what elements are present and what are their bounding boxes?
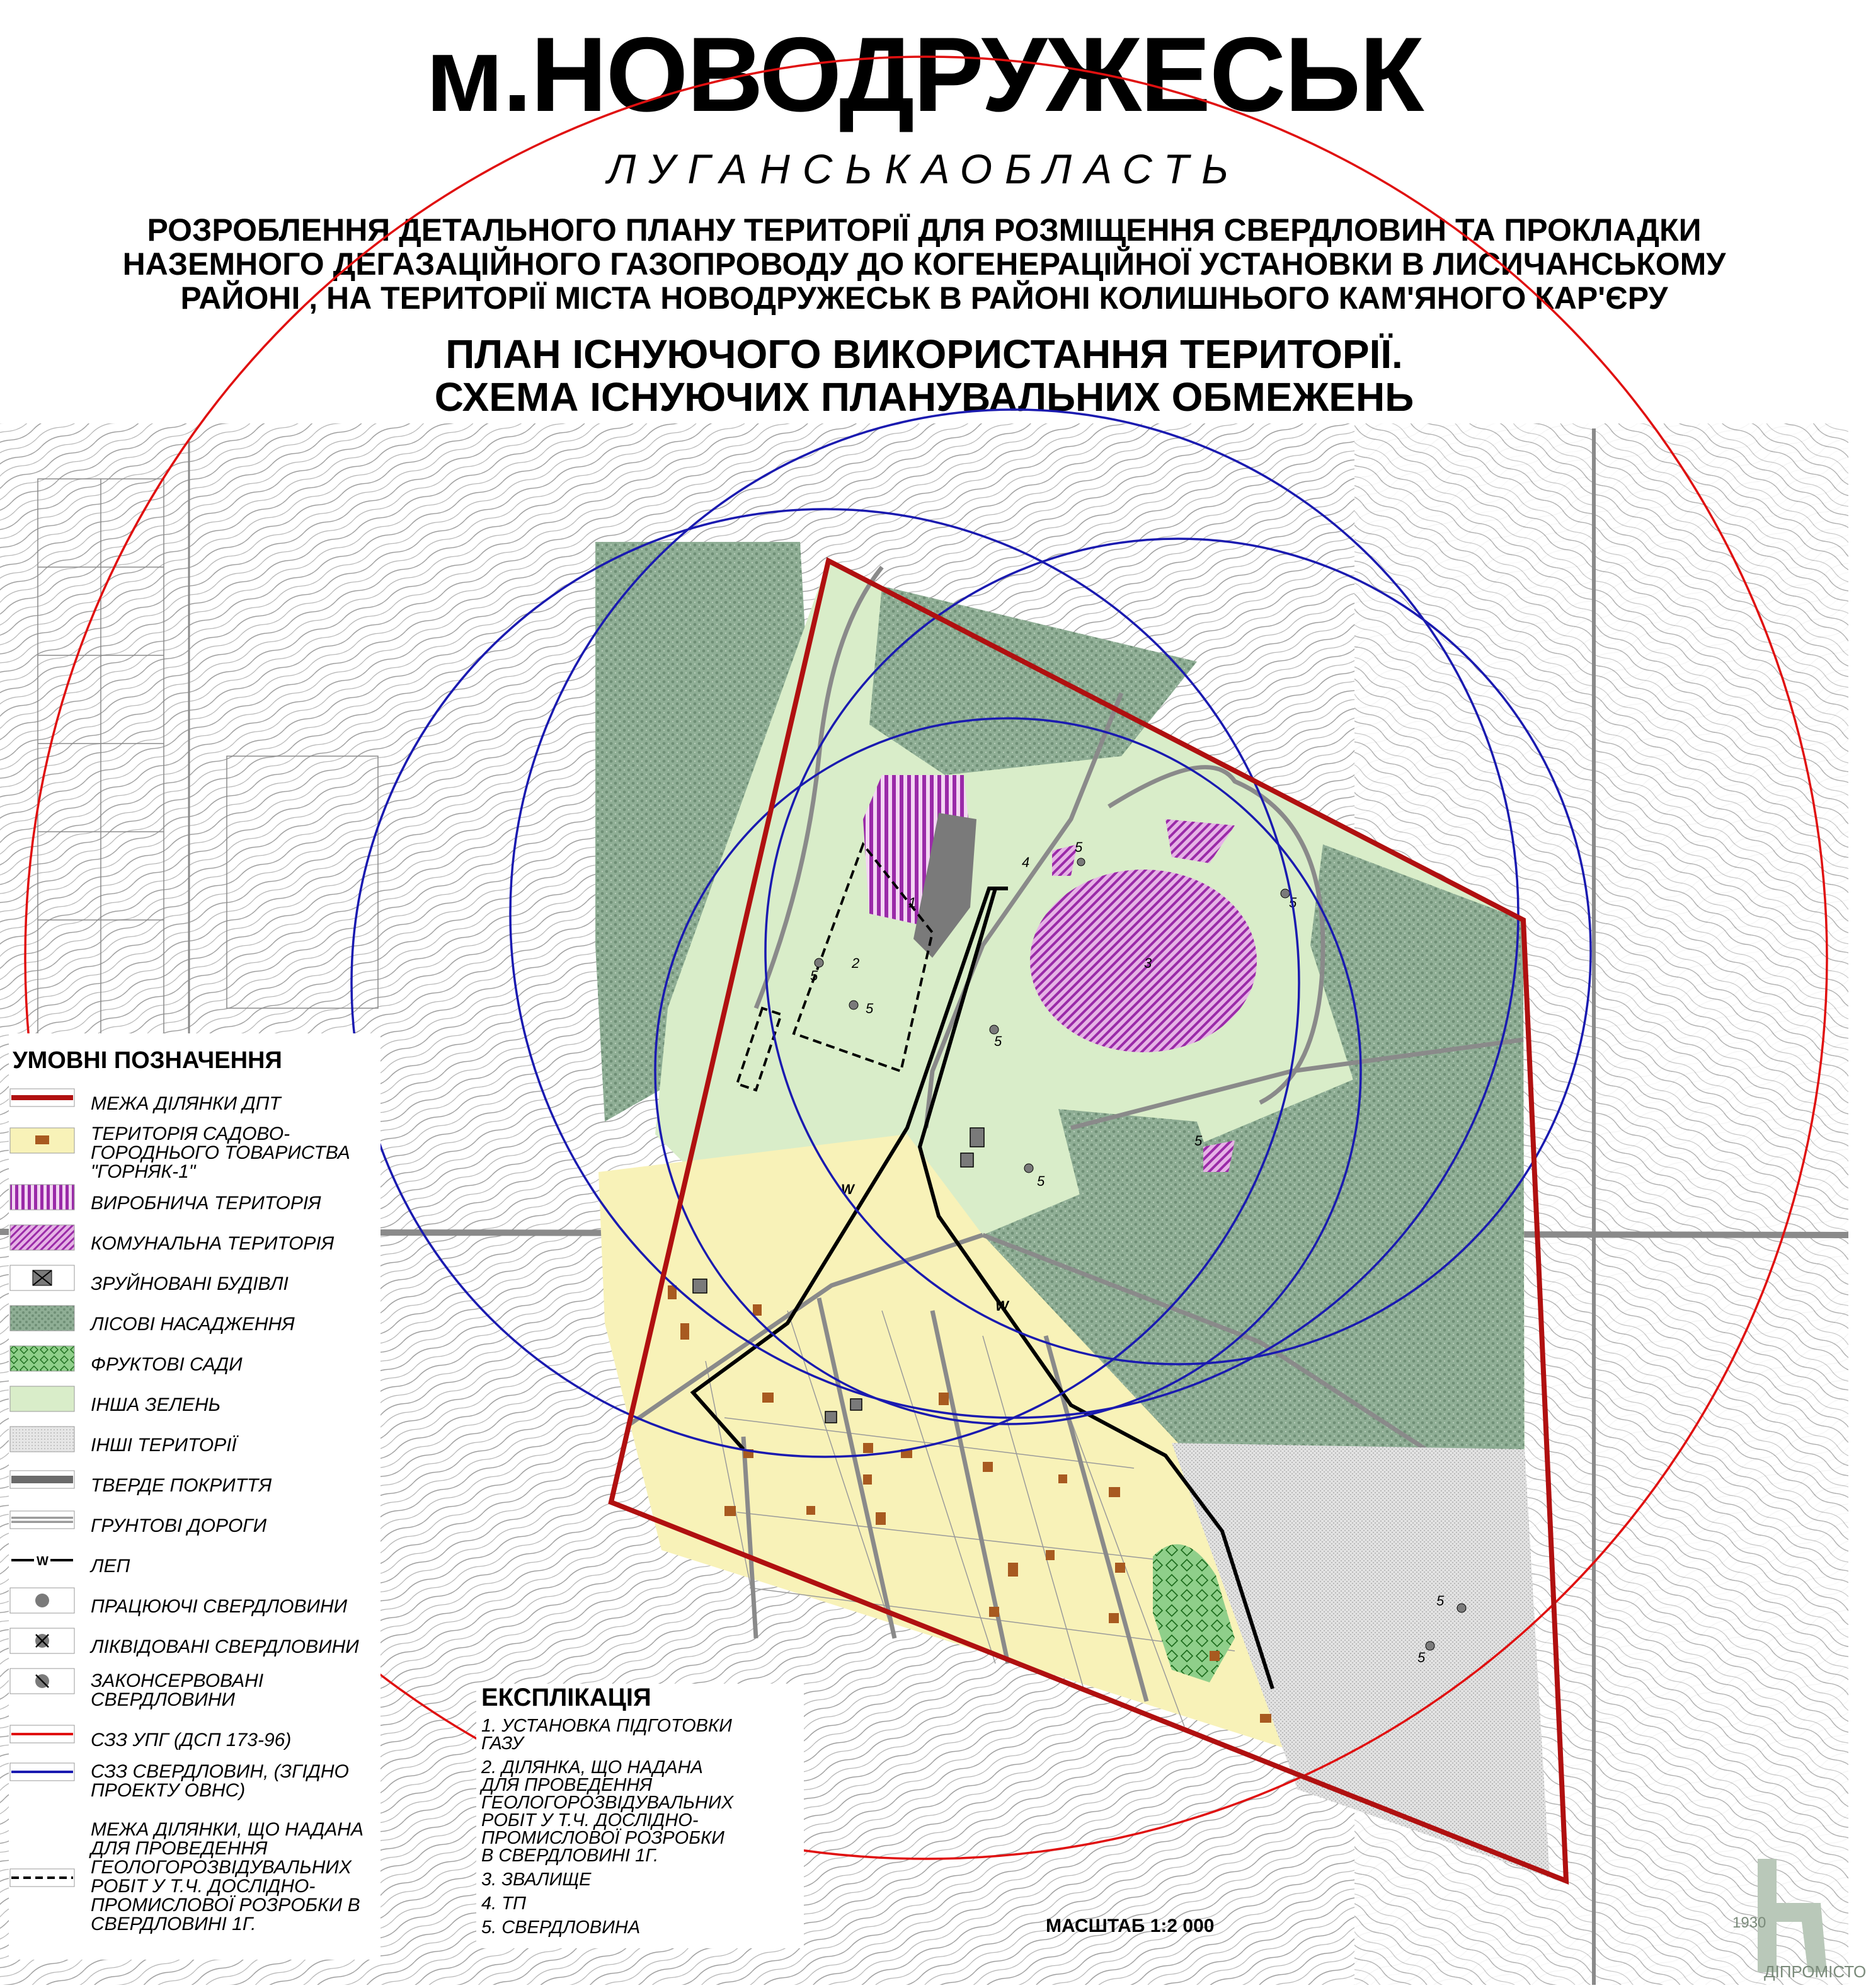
red-zone-line-icon <box>9 1720 76 1748</box>
legend-panel <box>9 1033 381 1960</box>
legend-item-working-well <box>9 1587 381 1627</box>
plan-title-line: СХЕМА ІСНУЮЧИХ ПЛАНУВАЛЬНИХ ОБМЕЖЕНЬ <box>434 374 1414 420</box>
legend-label: ТВЕРДЕ ПОКРИТТЯ <box>91 1475 272 1496</box>
garden-plot-icon <box>9 1127 76 1154</box>
map-label-tp: 4 <box>1022 854 1030 870</box>
legend-item-other-territory <box>9 1425 381 1466</box>
explication-item: 4. ТП <box>481 1893 526 1914</box>
legend-label: ФРУКТОВІ САДИ <box>91 1354 243 1375</box>
scale-label: МАСШТАБ 1:2 000 <box>1046 1916 1215 1936</box>
legend-item-dirt-road <box>9 1506 381 1546</box>
legend-label: ЛІКВІДОВАНІ СВЕРДЛОВИНИ <box>91 1636 359 1657</box>
legend-item-blue-zone <box>9 1758 381 1805</box>
legend-label: ТЕРИТОРІЯ САДОВО-ГОРОДНЬОГО ТОВАРИСТВА "ГОРНЯК-1" <box>91 1123 350 1182</box>
plan-title <box>0 333 1848 418</box>
legend-item-dpt-boundary <box>9 1084 381 1124</box>
legend-item-conserved-well <box>9 1667 381 1714</box>
legend-label: ЗРУЙНОВАНІ БУДІВЛІ <box>91 1273 289 1294</box>
legend-label: ЛЕП <box>91 1556 130 1577</box>
map-label-ups: 1 <box>908 895 917 911</box>
power-line-icon <box>9 1546 76 1574</box>
legend-label: ІНША ЗЕЛЕНЬ <box>91 1394 221 1415</box>
legend-item-power-line <box>9 1546 381 1587</box>
conserved-well-icon <box>9 1667 76 1695</box>
map-label-well: 5 <box>1194 1133 1203 1149</box>
logo-year: 1930 <box>1732 1914 1766 1931</box>
map-label-well: 5 <box>1289 895 1297 911</box>
map-label-well: 5 <box>866 1001 874 1016</box>
map-label-well: 5 <box>810 968 818 984</box>
explication-title: ЕКСПЛІКАЦІЯ <box>481 1684 651 1711</box>
legend-label: ЛІСОВІ НАСАДЖЕННЯ <box>91 1314 295 1335</box>
legend-item-garden-society <box>9 1123 381 1182</box>
map-label-well: 5 <box>1037 1173 1045 1189</box>
legend-label: МЕЖА ДІЛЯНКИ ДПТ <box>91 1093 281 1114</box>
legend-label: СЗЗ СВЕРДЛОВИН, (ЗГІДНО ПРОЕКТУ ОВНС) <box>91 1761 349 1801</box>
legend-label: ВИРОБНИЧА ТЕРИТОРІЯ <box>91 1193 321 1214</box>
legend-label: ГРУНТОВІ ДОРОГИ <box>91 1515 267 1536</box>
svg-text:W: W <box>37 1554 49 1568</box>
map-label-well: 5 <box>1417 1650 1426 1665</box>
legend-title: УМОВНІ ПОЗНАЧЕННЯ <box>13 1047 282 1074</box>
legend-label: СЗЗ УПГ (ДСП 173-96) <box>91 1730 292 1750</box>
map-area <box>0 423 1848 1985</box>
project-title <box>25 213 1823 315</box>
explication-panel <box>476 1684 804 1948</box>
legend-item-orchard <box>9 1345 381 1385</box>
power-line-label: W <box>995 1298 1009 1314</box>
legend-item-liquidated-well <box>9 1627 381 1667</box>
ruined-building-icon <box>9 1264 76 1292</box>
blue-zone-line-icon <box>9 1758 76 1786</box>
legend-item-ruined <box>9 1264 381 1304</box>
plan-title-line: ПЛАН ІСНУЮЧОГО ВИКОРИСТАННЯ ТЕРИТОРІЇ. <box>445 331 1403 377</box>
industrial-hatch-icon <box>9 1183 76 1211</box>
legend-label: КОМУНАЛЬНА ТЕРИТОРІЯ <box>91 1233 335 1254</box>
orchard-icon <box>9 1345 76 1372</box>
legend-item-forest <box>9 1304 381 1345</box>
other-green-icon <box>9 1385 76 1413</box>
explication-item: 1. УСТАНОВКА ПІДГОТОВКИ ГАЗУ <box>481 1716 732 1754</box>
town-title: м.НОВОДРУЖЕСЬК <box>425 15 1423 134</box>
communal-hatch-icon <box>9 1224 76 1251</box>
boundary-line-icon <box>9 1084 76 1112</box>
map-label-well: 5 <box>1436 1593 1445 1609</box>
dashed-boundary-icon <box>9 1864 76 1892</box>
liquidated-well-icon <box>9 1627 76 1655</box>
legend-item-red-zone <box>9 1720 381 1761</box>
legend-item-paved <box>9 1466 381 1506</box>
legend-label: ПРАЦЮЮЧІ СВЕРДЛОВИНИ <box>91 1596 348 1617</box>
paved-road-icon <box>9 1466 76 1493</box>
map-label-well: 5 <box>994 1033 1002 1049</box>
legend-label: ЗАКОНСЕРВОВАНІ СВЕРДЛОВИНИ <box>91 1670 264 1710</box>
legend-item-other-green <box>9 1385 381 1425</box>
map-label-dump: 3 <box>1144 955 1152 971</box>
other-territory-icon <box>9 1425 76 1453</box>
region-subtitle: ЛУГАНСЬКАОБЛАСТЬ <box>607 146 1242 192</box>
dipromisto-logo <box>1701 1846 1866 1985</box>
explication-item: 2. ДІЛЯНКА, ЩО НАДАНА ДЛЯ ПРОВЕДЕННЯ ГЕОЛОГОРОЗВІДУВАЛЬНИХ РОБІТ У Т.Ч. ДОСЛІДНО- ПРОМИСЛОВОЇ РОЗРОБКИ В СВЕРДЛОВИНІ 1Г. <box>481 1757 734 1866</box>
forest-icon <box>9 1304 76 1332</box>
map-label-plot: 2 <box>852 955 860 971</box>
project-title-line: НАЗЕМНОГО ДЕГАЗАЦІЙНОГО ГАЗОПРОВОДУ ДО КОГЕНЕРАЦІЙНОЇ УСТАНОВКИ В ЛИСИЧАНСЬКОМУ <box>122 246 1726 282</box>
legend-item-communal <box>9 1224 381 1264</box>
explication-item: 3. ЗВАЛИЩЕ <box>481 1870 592 1890</box>
legend-item-industrial <box>9 1183 381 1224</box>
dirt-road-icon <box>9 1506 76 1534</box>
logo-name: ДІПРОМІСТО <box>1764 1962 1866 1981</box>
legend-item-exploration-boundary <box>9 1811 381 1943</box>
legend-label: МЕЖА ДІЛЯНКИ, ЩО НАДАНА ДЛЯ ПРОВЕДЕННЯ ГЕОЛОГОРОЗВІДУВАЛЬНИХ РОБІТ У Т.Ч. ДОСЛІДНО-ПРОМИСЛОВОЇ РОЗРОБКИ В СВЕРДЛОВИНІ 1Г. <box>91 1819 363 1934</box>
map-label-well: 5 <box>1075 839 1083 855</box>
header <box>0 0 1848 423</box>
dump-territory <box>1030 870 1257 1052</box>
working-well-icon <box>9 1587 76 1614</box>
explication-item: 5. СВЕРДЛОВИНА <box>481 1917 641 1938</box>
power-line-label: W <box>841 1181 854 1197</box>
project-title-line: РАЙОНІ , НА ТЕРИТОРІЇ МІСТА НОВОДРУЖЕСЬК В РАЙОНІ КОЛИШНЬОГО КАМ'ЯНОГО КАР'ЄРУ <box>180 280 1668 316</box>
legend-label: ІНШІ ТЕРИТОРІЇ <box>91 1435 237 1456</box>
project-title-line: РОЗРОБЛЕННЯ ДЕТАЛЬНОГО ПЛАНУ ТЕРИТОРІЇ ДЛЯ РОЗМІЩЕННЯ СВЕРДЛОВИН ТА ПРОКЛАДКИ <box>147 212 1702 248</box>
